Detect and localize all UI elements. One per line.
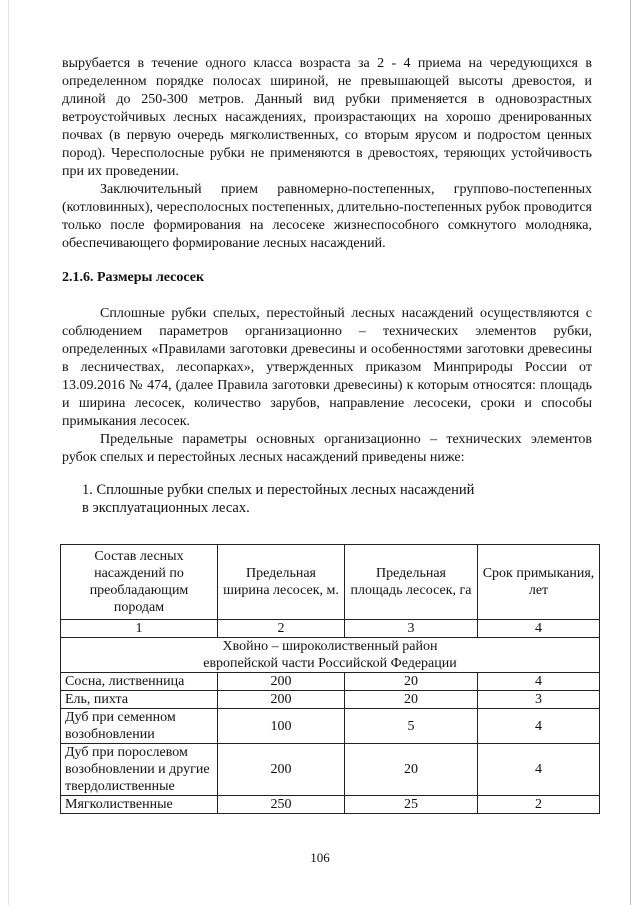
column-number: 2 <box>218 620 345 638</box>
species-cell: Сосна, лиственница <box>61 673 218 691</box>
header-term: Срок примыкания, лет <box>478 545 600 620</box>
width-cell: 200 <box>218 744 345 796</box>
term-cell: 2 <box>478 796 600 814</box>
table-title-line-2: в эксплуатационных лесах. <box>82 500 250 516</box>
section-heading: 2.1.6. Размеры лесосек <box>62 270 205 285</box>
scan-edge-line <box>630 0 631 905</box>
column-number: 3 <box>345 620 478 638</box>
region-row <box>61 638 600 673</box>
column-number: 1 <box>61 620 218 638</box>
table-title-line-1: 1. Сплошные рубки спелых и перестойных лесных насаждений <box>82 482 475 498</box>
width-cell: 250 <box>218 796 345 814</box>
table-row <box>61 796 600 814</box>
paragraph-clear-cuts: Сплошные рубки спелых, перестойный лесных насаждений осуществляются с соблюдением параметров организационно – технических элементов рубки, определенных «Правилами заготовки древесины и особенностями заготовки древесины в лесничествах, лесопарках», утвержденных приказом Минприроды России от 13.09.2016 № 474, (далее Правила заготовки древесины) к которым относятся: площадь и ширина лесосек, количество зарубов, направление лесосеки, сроки и способы примыкания лесосек. <box>62 306 592 429</box>
column-number: 4 <box>478 620 600 638</box>
table-row <box>61 673 600 691</box>
width-cell: 200 <box>218 691 345 709</box>
paragraph-continuation: вырубается в течение одного класса возраста за 2 - 4 приема на чередующихся в определенном порядке полосах шириной, не превышающей высоты древостоя, и длиной до 250-300 метров. Данный вид рубки применяется в одновозрастных ветроустойчивых лесных насаждениях, произрастающих на хорошо дренированных почвах (в первую очередь мягколиственных, со вторым ярусом и подростом ценных пород). Чересполосные рубки не применяются в древостоях, теряющих устойчивость при их проведении. <box>62 56 592 179</box>
width-cell: 100 <box>218 709 345 744</box>
species-cell: Ель, пихта <box>61 691 218 709</box>
column-number-row <box>61 620 600 638</box>
width-cell: 200 <box>218 673 345 691</box>
area-cell: 5 <box>345 709 478 744</box>
region-line-2: европейской части Российской Федерации <box>203 656 457 671</box>
area-cell: 20 <box>345 744 478 796</box>
area-cell: 20 <box>345 691 478 709</box>
table-row <box>61 691 600 709</box>
header-species: Состав лесных насаждений по преобладающим породам <box>61 545 218 620</box>
page-body <box>62 55 592 517</box>
header-width: Предельная ширина лесосек, м. <box>218 545 345 620</box>
header-area: Предельная площадь лесосек, га <box>345 545 478 620</box>
term-cell: 4 <box>478 709 600 744</box>
table-header-row <box>61 545 600 620</box>
area-cell: 25 <box>345 796 478 814</box>
area-cell: 20 <box>345 673 478 691</box>
cutting-area-table <box>60 544 600 814</box>
region-line-1: Хвойно – широколиственный район <box>222 639 438 654</box>
term-cell: 3 <box>478 691 600 709</box>
term-cell: 4 <box>478 673 600 691</box>
species-cell: Дуб при семенном возобновлении <box>61 709 218 744</box>
paragraph-limit-parameters: Предельные параметры основных организационно – технических элементов рубок спелых и перестойных лесных насаждений приведены ниже: <box>62 432 592 465</box>
term-cell: 4 <box>478 744 600 796</box>
page-number: 106 <box>310 850 330 865</box>
paragraph-final-stage: Заключительный прием равномерно-постепенных, группово-постепенных (котловинных), чересполосных постепенных, длительно-постепенных рубок проводится только после формирования на лесосеке жизнеспособного сомкнутого молодняка, обеспечивающего формирование лесных насаждений. <box>62 182 592 251</box>
scan-edge-line-left <box>8 0 9 905</box>
table-title <box>62 481 592 517</box>
table-row <box>61 709 600 744</box>
table-row <box>61 744 600 796</box>
region-cell <box>61 638 600 673</box>
species-cell: Дуб при порослевом возобновлении и другие твердолиственные <box>61 744 218 796</box>
species-cell: Мягколиственные <box>61 796 218 814</box>
